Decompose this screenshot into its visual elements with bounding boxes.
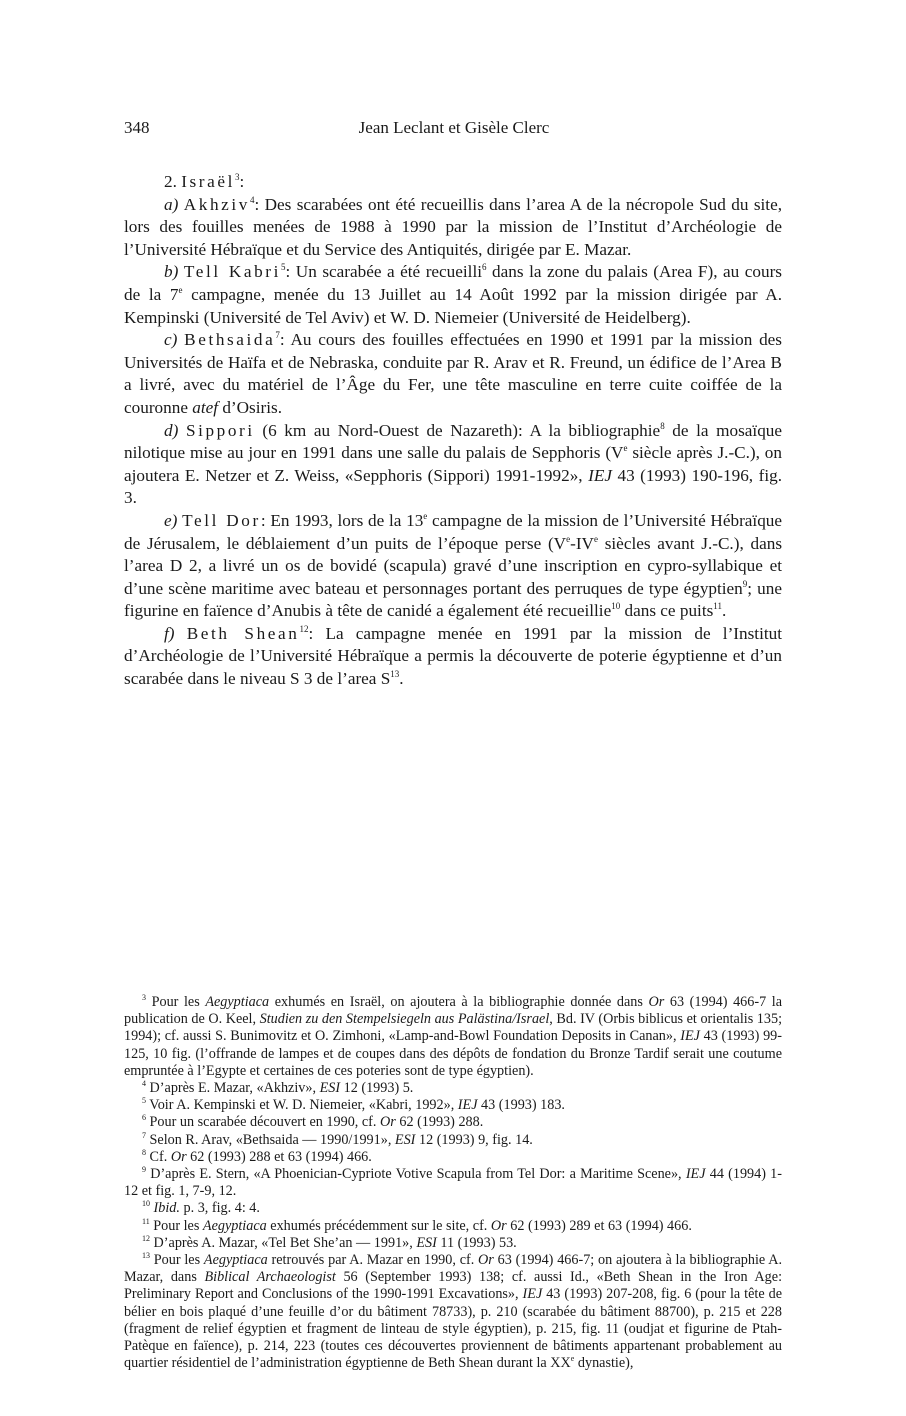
ordinal-suffix: e	[593, 533, 598, 544]
site-name: Sippori	[185, 420, 255, 440]
para-text: .	[721, 601, 727, 621]
footnote-number: 11	[142, 1216, 150, 1226]
footnote-9: $^9$ D’après E. Stern, «A Phoenician-Cypriote Votive Scapula from Tel Dor: a Maritime Scene», IEJ 44 (1994) 1-12 et fig. 1, 7-9, 12.	[124, 1165, 782, 1200]
footnote-ref: 8	[660, 420, 665, 431]
para-text: : En 1993, lors de la 13	[260, 510, 424, 530]
footnote-4: $^4$ D’après E. Mazar, «Akhziv», ESI 12 (1993) 5.	[142, 1079, 414, 1097]
site-name: Bethsaida	[184, 330, 276, 350]
footnote-number: 9	[142, 1165, 146, 1175]
section-number: 2.	[164, 172, 177, 191]
footnote-number: 12	[142, 1233, 150, 1243]
paragraph-tell-dor	[124, 510, 782, 623]
para-text: .	[399, 669, 404, 689]
footnote-ref: 10	[611, 601, 621, 612]
footnote-number: 8	[142, 1147, 146, 1157]
footnote-7: $^7$ Selon R. Arav, «Bethsaida — 1990/1991», ESI 12 (1993) 9, fig. 14.	[142, 1130, 533, 1148]
footnote-6: $^6$ Pour un scarabée découvert en 1990, cf. Or 62 (1993) 288.	[142, 1113, 484, 1131]
para-text: d’Osiris.	[218, 397, 283, 417]
footnote-3: $^3$ Pour les Aegyptiaca exhumés en Israël, on ajoutera à la bibliographie donnée dans Or 63 (1994) 466-7 la publication de O. Keel, Studien zu den Stempelsiegeln aus Palästina/Israel, Bd. IV (Orbis biblicus et orientalis 135; 1994); cf. aussi S. Bunimovitz et O. Zimhoni, «Lamp-and-Bowl Foundation Deposits in Canan», IEJ 43 (1993) 99-125, 10 fig. (l’offrande de lampes et de coupes dans des dépôts de fondation du Bronze Tardif serait une coutume empruntée à l’Egypte et certaines de ces poteries sont de type égyptien).	[124, 993, 783, 1079]
footnote-5: $^5$ Voir A. Kempinski et W. D. Niemeier, «Kabri, 1992», IEJ 43 (1993) 183.	[142, 1096, 565, 1114]
footnote-ref: 11	[713, 601, 722, 612]
running-title: Jean Leclant et Gisèle Clerc	[358, 118, 550, 137]
footnote-ref: 12	[299, 623, 309, 634]
footnote-ref: 7	[275, 330, 280, 341]
footnote-number: 13	[142, 1251, 150, 1261]
section-title: Israël	[181, 172, 235, 191]
page-header	[124, 118, 784, 140]
para-label: d)	[164, 420, 179, 440]
footnote-ref: 6	[482, 262, 487, 273]
para-text: : Un scarabée a été recueilli	[285, 262, 483, 282]
para-text: campagne, menée du 13 Juillet au 14 Août 1992 par la mission dirigée par A. Kempinski (Université de Tel Aviv) et W. D. Niemeier (Université de Heidelberg).	[124, 284, 782, 327]
footnote-number: 10	[142, 1199, 150, 1209]
section-heading: 2. Israël$^3$:	[164, 172, 245, 191]
footnotes	[124, 994, 782, 1372]
italic-term: atef	[192, 397, 219, 417]
ordinal-suffix: e	[623, 443, 628, 454]
para-text: (6 km au Nord-Ouest de Nazareth): A la bibliographie	[254, 420, 661, 440]
para-text: siècle après J.-C.), on ajoutera E. Netzer et Z. Weiss, «Sepphoris (Sippori) 1991-1992»,	[124, 443, 782, 485]
journal-abbrev: IEJ	[588, 465, 612, 485]
para-text: dans la zone du palais (Area F), au cours de la 7	[124, 262, 782, 304]
footnote-number: 3	[142, 993, 146, 1002]
footnote-ref: 13	[390, 669, 400, 680]
ordinal-suffix: e	[178, 284, 183, 295]
para-text: : Des scarabées ont été recueillis dans l’area A de la nécropole Sud du site, lors des fouilles menées de 1988 à 1990 par la mission de l’Institut d’Archéologie de l’Université Hébraïque et du Service des Antiquités, dirigée par E. Mazar.	[124, 194, 782, 259]
site-name: Akhziv	[183, 194, 250, 214]
para-text: dans ce puits	[620, 601, 714, 621]
footnote-ref: 3	[234, 172, 240, 182]
site-name: Beth Shean	[186, 623, 300, 643]
main-text	[124, 171, 782, 691]
footnote-12: $^{12}$ D’après A. Mazar, «Tel Bet She’an — 1991», ESI 11 (1993) 53.	[142, 1233, 517, 1251]
site-name: Tell Kabri	[183, 262, 281, 282]
paragraph-akhziv	[124, 194, 782, 262]
para-text: : Au cours des fouilles effectuées en 1990 et 1991 par la mission des Universités de Haïfa et de Nebraska, conduite par R. Arav et R. Freund, un édifice de l’Area B a livré, avec du matériel de l’Âge du Fer, une tête masculine en terre cuite coiffée de la couronne	[124, 330, 782, 417]
paragraph-bethsaida	[124, 329, 782, 419]
footnote-number: 6	[142, 1113, 146, 1123]
footnote-13: $^{13}$ Pour les Aegyptiaca retrouvés par A. Mazar en 1990, cf. Or 63 (1994) 466-7; on ajoutera à la bibliographie A. Mazar, dans Biblical Archaeologist 56 (September 1993) 138; cf. aussi Id., «Beth Shean in the Iron Age: Preliminary Report and Conclusions of the 1990-1991 Excavations», IEJ 43 (1993) 207-208, fig. 6 (pour la tête de bélier en bois plaqué d’une feuille d’or du bâtiment 78733), p. 210 (scarabée du bâtiment 88700), p. 215 et 228 (fragment de relief égyptien et fragment de linteau de style égyptien), p. 215, fig. 11 (oudjat et figurine de Ptah-Patèque en faïence), p. 214, 223 (toutes ces découvertes proviennent de bâtiments appartenant probablement au quartier résidentiel de l’administration égyptienne de Beth Shean durant la XXe dynastie),	[124, 1251, 783, 1372]
page-number: 348	[124, 118, 150, 137]
footnote-ref: 9	[742, 578, 748, 589]
ordinal-suffix: e	[566, 533, 571, 544]
para-text: siècles avant J.-C.), dans l’area D 2, a livré un os de bovidé (scapula) gravé d’une inscription en cypro-syllabique et d’une scène maritime avec bateau et personnages portant des perruques de type égyptien	[124, 533, 783, 598]
para-label: a)	[164, 194, 179, 214]
footnote-ref: 5	[281, 262, 286, 273]
para-text: -IV	[570, 533, 594, 553]
footnote-ref: 4	[249, 194, 255, 205]
ordinal-suffix: e	[423, 510, 428, 521]
paragraph-beth-shean	[124, 623, 782, 691]
para-label: e)	[164, 510, 178, 530]
para-text: campagne de la mission de l’Université Hébraïque de Jérusalem, le déblaiement d’un puits de l’époque perse (V	[124, 510, 783, 553]
paragraph-sippori	[124, 420, 782, 510]
footnote-10: $^{10}$ Ibid. p. 3, fig. 4: 4.	[142, 1199, 260, 1217]
footnote-number: 5	[142, 1096, 146, 1106]
para-text: de la mosaïque nilotique mise au jour en 1991 dans une salle du palais de Sepphoris (V	[124, 420, 783, 463]
footnote-8: $^8$ Cf. Or 62 (1993) 288 et 63 (1994) 466.	[142, 1147, 372, 1165]
para-label: b)	[164, 262, 179, 282]
para-text: ; une figurine en faïence d’Anubis à tête de canidé a également été recueillie	[124, 578, 782, 621]
paragraph-tell-kabri	[124, 261, 782, 329]
para-label: c)	[164, 330, 178, 350]
site-name: Tell Dor	[182, 510, 261, 530]
footnote-11: $^{11}$ Pour les Aegyptiaca exhumés précédemment sur le site, cf. Or 62 (1993) 289 et 63 (1994) 466.	[142, 1216, 692, 1234]
para-text: 43 (1993) 190-196, fig. 3.	[124, 465, 782, 508]
para-text: : La campagne menée en 1991 par la mission de l’Institut d’Archéologie de l’Université Hébraïque a permis la découverte de poterie égyptienne et d’un scarabée dans le niveau S 3 de l’area S	[124, 623, 782, 689]
footnote-number: 7	[142, 1130, 146, 1140]
footnote-number: 4	[142, 1079, 146, 1089]
para-label: f)	[164, 623, 175, 643]
